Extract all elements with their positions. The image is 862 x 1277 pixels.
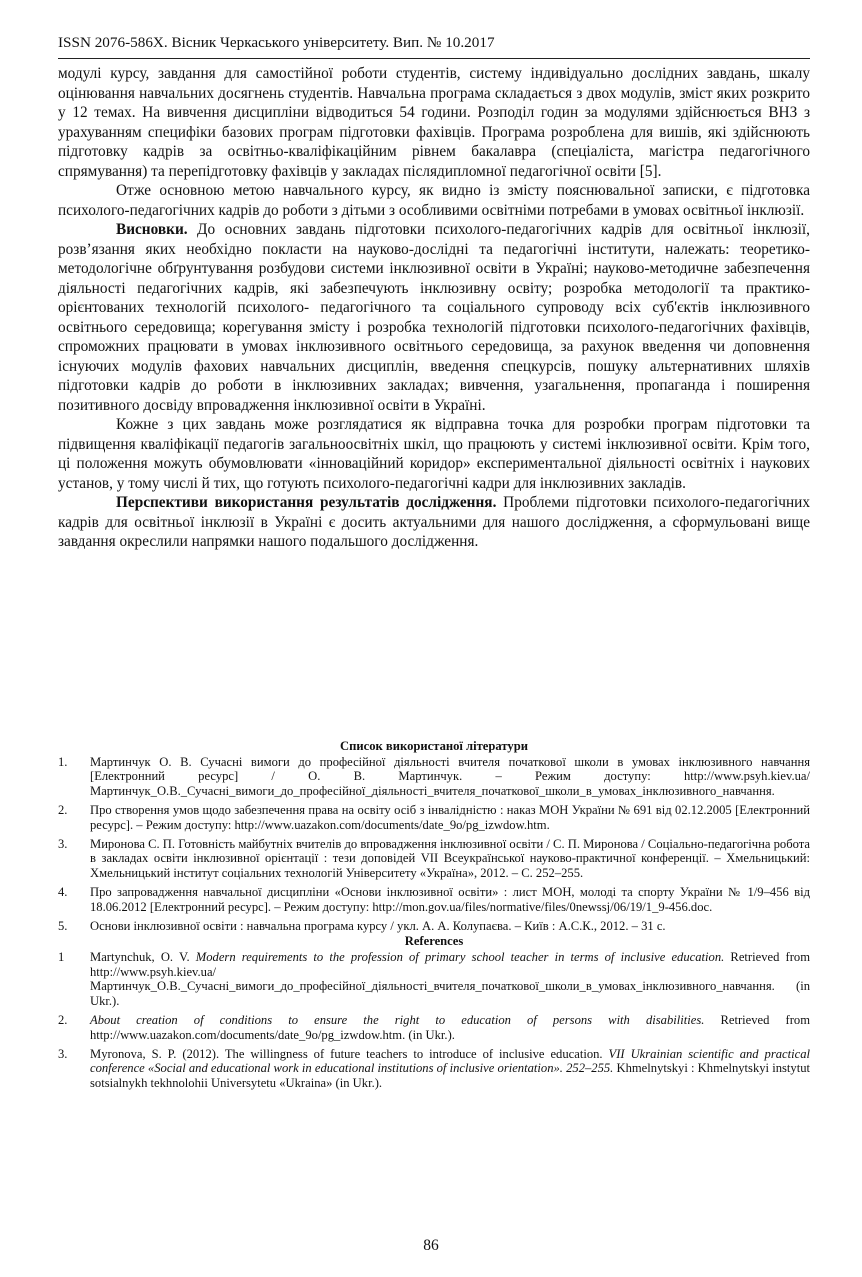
article-body <box>58 64 810 552</box>
paragraph-text: модулі курсу, завдання для самостійної роботи студентів, систему індивідуально дослідних завдань, шкалу оцінювання навчальних досягнень студентів. Навчальна програма складається з двох модулів, зміст яких розкрито у 12 темах. На вивчення дисципліни відводиться 54 години. Розподіл годин за модулями здійснюється ВНЗ з урахуванням специфіки базових програм підготовки фахівців. Програма розроблена для вишів, які здійснюють підготовку кадрів за освітньо-кваліфікаційним рівнем бакалавра (спеціаліста, магістра педагогічного спрямування) та перепідготовку фахівців у закладах післядипломної педагогічної освіти [5]. <box>58 65 810 180</box>
item-text: Myronova, S. P. (2012). The willingness of future teachers to introduce of inclusive education. <box>90 1046 609 1061</box>
item-number: 4. <box>58 885 68 900</box>
paragraph-text: Проблеми підготовки психолого-педагогічних кадрів для освітньої інклюзії в Україні є досить актуальними для нашого дослідження, а сформульовані вище завдання окреслили напрямки нашого подальшого дослідження. <box>58 494 810 550</box>
header-divider <box>58 58 810 59</box>
item-number: 5. <box>58 919 68 934</box>
perspectives-label: Перспективи використання результатів дослідження. <box>116 494 497 511</box>
paragraph-conclusions <box>58 220 810 415</box>
references-heading: References <box>404 934 464 949</box>
paragraph-text: Кожне з цих завдань може розглядатися як відправна точка для розробки програм підготовки та підвищення кваліфікації педагогів загальноосвітніх шкіл, що працюють у системі інклюзивної освіти. Крім того, ці положення можуть обумовлювати «інноваційний коридор» експериментальної діяльності освітніх і наукових установ, у тому числі й тих, що готують психолого-педагогічні кадри для інклюзивних закладів. <box>58 416 810 492</box>
literature-item <box>58 803 810 832</box>
reference-item <box>58 1013 810 1042</box>
paragraph-perspectives <box>58 493 810 552</box>
paragraph-course-modules <box>58 64 810 181</box>
item-text: Мартинчук О. В. Сучасні вимоги до професійної діяльності вчителя початкової школи в умовах інклюзивного навчання [Електронний ресурс] / О. В. Мартинчук. – Режим доступу: http://www.psyh.kiev.ua/Мартинчук_О.В._Сучасні_вимоги_до_професійної_діяльності_вчителя_початкової_школи_в_умовах_інклюзивного_навчання. <box>90 755 810 798</box>
item-number: 3. <box>58 1046 68 1061</box>
item-number: 2. <box>58 803 68 818</box>
item-text: Про створення умов щодо забезпечення права на освіту осіб з інвалідністю : наказ МОН України № 691 від 02.12.2005 [Електронний ресурс]. – Режим доступу: http://www.uazakon.com/documents/date_9o/pg_izwdow.htm. <box>90 803 810 832</box>
item-number: 2. <box>58 1013 68 1028</box>
item-number: 1 <box>58 950 65 965</box>
paragraph-course-goal <box>58 181 810 220</box>
item-text: Про запровадження навчальної дисципліни «Основи інклюзивної освіти» : лист МОН, молоді та спорту України № 1/9–456 від 18.06.2012 [Електронний ресурс]. – Режим доступу: http://mon.gov.ua/files/normative/files/0newssj/06/19/1_9-456.doc. <box>90 885 810 914</box>
item-text: Основи інклюзивної освіти : навчальна програма курсу / укл. А. А. Колупаєва. – Київ : А.С.К., 2012. – 31 с. <box>90 919 666 934</box>
item-number: 1. <box>58 755 68 769</box>
item-number: 3. <box>58 837 68 852</box>
running-header: ISSN 2076-586X. Вісник Черкаського університету. Вип. № 10.2017 <box>58 34 495 51</box>
paragraph-text: Отже основною метою навчального курсу, як видно із змісту пояснювальної записки, є підготовка психолого-педагогічних кадрів до роботи з дітьми з особливими освітніми потребами в умовах освітньої інклюзії. <box>58 182 810 219</box>
literature-list <box>58 755 810 933</box>
item-text: Retrieved from http://www.uazakon.com/documents/date_9o/pg_izwdow.htm. (in Ukr.). <box>90 1013 810 1042</box>
literature-item <box>58 837 810 880</box>
item-title: About creation of conditions to ensure the right to education of persons with disabilities. <box>90 1013 705 1028</box>
reference-item <box>58 950 810 1008</box>
literature-item <box>58 755 810 798</box>
item-text: Khmelnytskyi : Khmelnytskyi instytut sotsialnykh tekhnolohii Universytetu «Ukraina» (in Ukr.). <box>90 1061 810 1090</box>
paragraph-text: До основних завдань підготовки психолого-педагогічних кадрів для освітньої інклюзії, розв’язання яких необхідно покласти на науково-дослідні та педагогічні інститути, належать: теоретико-методологічне обґрунтування розбудови системи інклюзивної освіти в Україні; науково-методичне забезпечення діяльності педагогічних кадрів, які забезпечують інклюзивну освіту; розробка методології та практико-орієнтованих технологій психолого- педагогічного та соціального супроводу всіх суб'єктів інклюзивного освітнього середовища; корегування змісту і розробка технологій підготовки психолого-педагогічних фахівців, спроможних працювати в умовах інклюзивного освітнього середовища, за рахунок введення чи доповнення існуючих модулів фахових навчальних дисциплін, введення спецкурсів, пошуку альтернативних шляхів підготовки кадрів до роботи в інклюзивних закладах; вивчення, узагальнення, пропаганда і поширення позитивного досвіду впровадження інклюзивної освіти в Україні. <box>58 221 810 414</box>
literature-heading: Список використаної літератури <box>340 739 528 753</box>
literature-item <box>58 885 810 914</box>
references-list <box>58 950 810 1090</box>
item-title: VII Ukrainian scientific and practical conference «Social and educational work in educational institutions of inclusive orientation». 252–255. <box>90 1046 811 1076</box>
bibliography <box>58 738 810 1095</box>
paragraph-tasks <box>58 415 810 493</box>
page-number: 86 <box>423 1237 439 1254</box>
conclusions-label: Висновки. <box>116 221 188 238</box>
literature-item <box>58 919 810 933</box>
reference-item <box>58 1047 810 1090</box>
item-text: Retrieved from http://www.psyh.kiev.ua/Мартинчук_О.В._Сучасні_вимоги_до_професійної_діяльності_вчителя_початкової_школи_в_умовах_інклюзивного_навчання. (in Ukr.). <box>90 950 810 1008</box>
item-text: Martynchuk, O. V. <box>90 950 196 965</box>
item-text: Миронова С. П. Готовність майбутніх вчителів до впровадження інклюзивної освіти / С. П. Миронова / Соціально-педагогічна робота в закладах освіти інклюзивної орієнтації : тези доповідей VII Всеукраїнської науково-практичної конференції. – Хмельницький: Хмельницький інститут соціальних технологій Університету «Україна», 2012. – С. 252–255. <box>90 837 810 880</box>
item-title: Modern requirements to the profession of primary school teacher in terms of inclusive education. <box>195 950 725 965</box>
